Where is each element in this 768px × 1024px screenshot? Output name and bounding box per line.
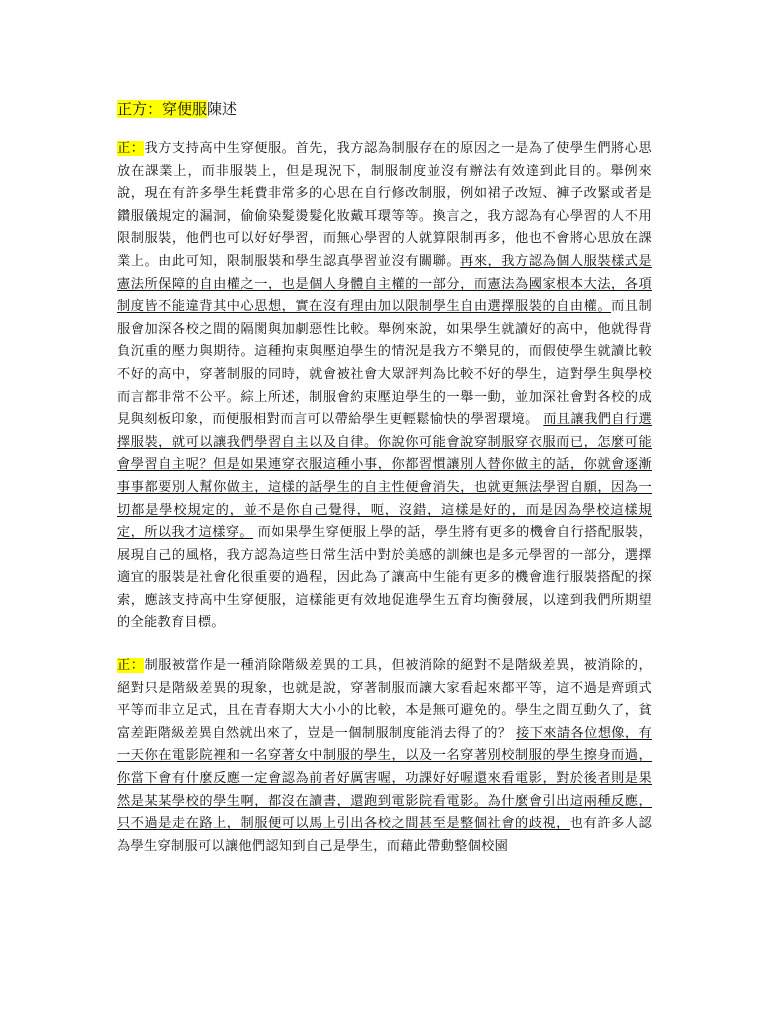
paragraph-1 — [117, 138, 652, 635]
speaker-tag: 正： — [117, 141, 145, 156]
document-title — [117, 98, 652, 120]
debate-document — [117, 98, 652, 878]
text-segment: 制服被當作是一種消除階級差異的工具，但被消除的絕對不是階級差異，被消除的，絕對只是階級差異的現象，也就是說，穿著制服而讓大家看起來都平等，這不過是齊頭式平等而非立足式，且在青春期大大小小的比較，本是無可避免的。學生之間互動久了，貧富差距階級差異自然就出來了，豈是一個制服制度能消去得了的？ — [117, 658, 652, 741]
underlined-segment: 接下來請各位想像，有一天你在電影院裡和一名穿著女中制服的學生，以及一名穿著別校制服的學生擦身而過，你當下會有什麼反應一定會認為前者好厲害喔，功課好好喔還來看電影，對於後者則是果然是某某學校的學生啊，都沒在讀書，還跑到電影院看電影。為什麼會引出這兩種反應，只不過是走在路上，制服便可以馬上引出各校之間甚至是整個社會的歧視， — [117, 725, 652, 832]
text-segment: 而如果學生穿便服上學的話，學生將有更多的機會自行搭配服裝，展現自己的風格，我方認為這些日常生活中對於美感的訓練也是多元學習的一部分，選擇適宜的服裝是社會化很重要的過程，因此為了讓高中生能有更多的機會進行服裝搭配的探索，應該支持高中生穿便服，這樣能更有效地促進學生五育均衡發展，以達到我們所期望的全能教育目標。 — [117, 525, 652, 631]
text-segment: 也有許多人認為學生穿制服可以讓他們認知到自己是學生，而藉此帶動整個校園 — [117, 816, 652, 854]
side-label: 正方：穿便服 — [117, 100, 208, 118]
paragraph-2 — [117, 655, 652, 858]
underlined-segment: 再來，我方認為個人服裝樣式是憲法所保障的自由權之一，也是個人身體自主權的一部分，而憲法為國家根本大法，各項制度皆不能違背其中心思想，實在沒有理由加以限制學生自由選擇服裝的自由權。 — [117, 253, 653, 315]
speaker-tag: 正： — [117, 658, 145, 674]
underlined-segment: 而且讓我們自行選擇服裝，就可以讓我們學習自主以及自律。你說你可能會說穿制服穿衣服而已，怎麼可能會學習自主呢？但是如果連穿衣服這種小事，你都習慣讓別人替你做主的話，你就會逐漸事事都要別人幫你做主，這樣的話學生的自主性便會消失，也就更無法學習自願，因為一切都是學校規定的，並不是你自己覺得，呃，沒錯，這樣是好的，而是因為學校這樣規定，所以我才這樣穿。 — [117, 412, 652, 541]
text-segment: 而且制服會加深各校之間的隔閡與加劇惡性比較。舉例來說，如果學生就讀好的高中，他就得背負沉重的壓力與期待。這種拘束與壓迫學生的情況是我方不樂見的，而假使學生就讀比較不好的高中，穿著制服的同時，就會被社會大眾評判為比較不好的學生，這對學生與學校而言都非常不公平。綜上所述，制服會約束壓迫學生的一舉一動，並加深社會對各校的成見與刻板印象，而便服相對而言可以帶給學生更輕鬆愉快的學習環境。 — [117, 299, 652, 428]
text-segment: 我方支持高中生穿便服。首先，我方認為制服存在的原因之一是為了使學生們將心思放在課業上，而非服裝上，但是現況下，制服制度並沒有辦法有效達到此目的。舉例來說，現在有許多學生耗費非常多的心思在自行修改制服，例如裙子改短、褲子改緊或者是鑽服儀規定的漏洞，偷偷染髮燙髮化妝戴耳環等等。換言之，我方認為有心學習的人不用限制服裝，他們也可以好好學習，而無心學習的人就算限制再多，他也不會將心思放在課業上。由此可知，限制服裝和學生認真學習並沒有關聯。 — [117, 141, 652, 269]
speech-type: 陳述 — [207, 100, 238, 118]
